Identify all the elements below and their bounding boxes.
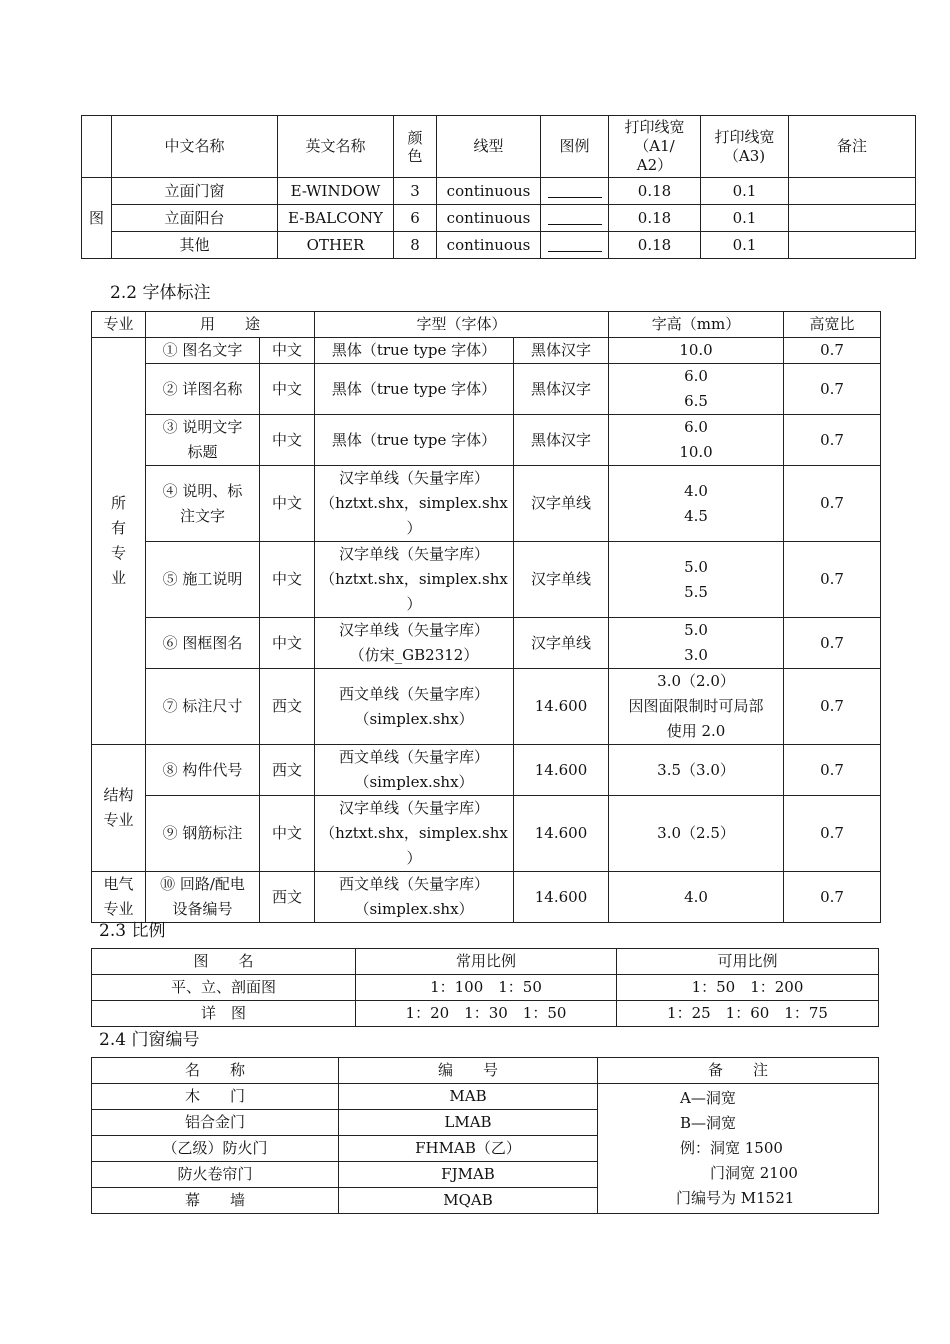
- cell-drawing-name: 详 图: [92, 1001, 356, 1027]
- cell-font: 黑体（true type 字体）: [315, 415, 514, 466]
- cell-name: 防火卷帘门: [92, 1162, 339, 1188]
- cell-lang: 中文: [260, 415, 315, 466]
- table-row: [82, 178, 916, 205]
- cell-linetype: continuous: [437, 232, 541, 259]
- cell-note: [789, 205, 916, 232]
- cell-font: 汉字单线（矢量字库） （hztxt.shx，simplex.shx ）: [315, 466, 514, 542]
- cell-ratio: 0.7: [784, 415, 881, 466]
- table-row: [92, 364, 881, 415]
- section-title-door: 2.4 门窗编号: [99, 1030, 200, 1050]
- cell-height: 6.0 10.0: [609, 415, 784, 466]
- cell-color: 8: [394, 232, 437, 259]
- cell-use: ⑤ 施工说明: [146, 542, 260, 618]
- cell-font2: 黑体汉字: [514, 415, 609, 466]
- table-row: [92, 796, 881, 872]
- cell-font2: 14.600: [514, 745, 609, 796]
- cell-height: 5.0 3.0: [609, 618, 784, 669]
- cell-lang: 西文: [260, 669, 315, 745]
- cell-ratio: 0.7: [784, 618, 881, 669]
- cell-note: [789, 232, 916, 259]
- cell-font2: 14.600: [514, 669, 609, 745]
- header-note: 备注: [789, 116, 916, 178]
- cell-font2: 汉字单线: [514, 618, 609, 669]
- header-code: 编 号: [339, 1058, 598, 1084]
- cell-available-scale: 1：25 1：60 1：75: [617, 1001, 879, 1027]
- header-use: 用 途: [146, 312, 315, 338]
- cell-font2: 汉字单线: [514, 542, 609, 618]
- cell-code: FJMAB: [339, 1162, 598, 1188]
- cell-code: MAB: [339, 1084, 598, 1110]
- cell-common-scale: 1：20 1：30 1：50: [356, 1001, 617, 1027]
- cell-lang: 中文: [260, 466, 315, 542]
- cell-use: ④ 说明、标 注文字: [146, 466, 260, 542]
- cell-font: 汉字单线（矢量字库） （仿宋_GB2312）: [315, 618, 514, 669]
- cell-name: 铝合金门: [92, 1110, 339, 1136]
- cell-height: 3.0（2.5）: [609, 796, 784, 872]
- cell-font: 西文单线（矢量字库） （simplex.shx）: [315, 669, 514, 745]
- table-row: [92, 975, 879, 1001]
- note-line: 门编号为 M1521: [676, 1189, 795, 1207]
- cell-available-scale: 1：50 1：200: [617, 975, 879, 1001]
- cell-font2: 14.600: [514, 796, 609, 872]
- cell-use: ⑧ 构件代号: [146, 745, 260, 796]
- cell-w1: 0.18: [609, 205, 701, 232]
- cell-w1: 0.18: [609, 232, 701, 259]
- table-row: [92, 542, 881, 618]
- table-row: [92, 1084, 879, 1110]
- table-row: [92, 618, 881, 669]
- cell-ratio: 0.7: [784, 542, 881, 618]
- cell-font: 汉字单线（矢量字库） （hztxt.shx，simplex.shx ）: [315, 796, 514, 872]
- major-label-structure: 结构 专业: [92, 745, 146, 872]
- cell-en: OTHER: [278, 232, 394, 259]
- cell-use: ⑦ 标注尺寸: [146, 669, 260, 745]
- corner-cell: [82, 116, 112, 178]
- table-row: [82, 205, 916, 232]
- note-line: 例：洞宽 1500: [680, 1139, 783, 1157]
- cell-font2: 黑体汉字: [514, 364, 609, 415]
- cell-name: 幕 墙: [92, 1188, 339, 1214]
- cell-height: 3.0（2.0） 因图面限制时可局部 使用 2.0: [609, 669, 784, 745]
- cell-ratio: 0.7: [784, 796, 881, 872]
- cell-linetype: continuous: [437, 178, 541, 205]
- cell-height: 3.5（3.0）: [609, 745, 784, 796]
- cell-lang: 中文: [260, 364, 315, 415]
- header-font: 字型（字体）: [315, 312, 609, 338]
- cell-code: LMAB: [339, 1110, 598, 1136]
- cell-font2: 汉字单线: [514, 466, 609, 542]
- header-linetype: 线型: [437, 116, 541, 178]
- cell-height: 6.0 6.5: [609, 364, 784, 415]
- cell-lang: 中文: [260, 618, 315, 669]
- legend-line-icon: [541, 178, 609, 205]
- cell-font: 西文单线（矢量字库） （simplex.shx）: [315, 745, 514, 796]
- cell-ratio: 0.7: [784, 364, 881, 415]
- cell-w3: 0.1: [701, 232, 789, 259]
- header-cn-name: 中文名称: [112, 116, 278, 178]
- cell-use: ⑩ 回路/配电 设备编号: [146, 872, 260, 923]
- cell-ratio: 0.7: [784, 745, 881, 796]
- legend-line-icon: [541, 232, 609, 259]
- cell-cn: 其他: [112, 232, 278, 259]
- cell-w1: 0.18: [609, 178, 701, 205]
- header-height: 字高（mm）: [609, 312, 784, 338]
- cell-w3: 0.1: [701, 205, 789, 232]
- cell-code: MQAB: [339, 1188, 598, 1214]
- header-print-width-a1: 打印线宽 （A1/ A2）: [609, 116, 701, 178]
- header-legend: 图例: [541, 116, 609, 178]
- cell-use: ③ 说明文字 标题: [146, 415, 260, 466]
- cell-name: 木 门: [92, 1084, 339, 1110]
- group-label: 图: [82, 178, 112, 259]
- scale-table-header: [92, 949, 879, 975]
- cell-font: 黑体（true type 字体）: [315, 364, 514, 415]
- header-name: 名 称: [92, 1058, 339, 1084]
- cell-font: 黑体（true type 字体）: [315, 338, 514, 364]
- header-major: 专业: [92, 312, 146, 338]
- table-row: [92, 466, 881, 542]
- section-title-font: 2.2 字体标注: [110, 283, 211, 303]
- note-line: 门洞宽 2100: [680, 1164, 798, 1182]
- door-table: [91, 1057, 879, 1214]
- cell-ratio: 0.7: [784, 338, 881, 364]
- cell-ratio: 0.7: [784, 466, 881, 542]
- cell-use: ⑥ 图框图名: [146, 618, 260, 669]
- table-row: [92, 415, 881, 466]
- door-note: [598, 1084, 879, 1214]
- cell-note: [789, 178, 916, 205]
- cell-en: E-WINDOW: [278, 178, 394, 205]
- cell-font: 西文单线（矢量字库） （simplex.shx）: [315, 872, 514, 923]
- cell-name: （乙级）防火门: [92, 1136, 339, 1162]
- cell-ratio: 0.7: [784, 872, 881, 923]
- table-row: [92, 669, 881, 745]
- header-remark: 备 注: [598, 1058, 879, 1084]
- scale-table: [91, 948, 879, 1027]
- header-ratio: 高宽比: [784, 312, 881, 338]
- cell-drawing-name: 平、立、剖面图: [92, 975, 356, 1001]
- cell-use: ⑨ 钢筋标注: [146, 796, 260, 872]
- cell-w3: 0.1: [701, 178, 789, 205]
- header-available-scale: 可用比例: [617, 949, 879, 975]
- legend-line-icon: [541, 205, 609, 232]
- cell-cn: 立面门窗: [112, 178, 278, 205]
- cell-font2: 黑体汉字: [514, 338, 609, 364]
- cell-color: 3: [394, 178, 437, 205]
- cell-height: 4.0: [609, 872, 784, 923]
- cell-height: 10.0: [609, 338, 784, 364]
- cell-cn: 立面阳台: [112, 205, 278, 232]
- major-label-all: 所 有 专 业: [92, 338, 146, 745]
- layer-table: [81, 115, 916, 259]
- cell-use: ① 图名文字: [146, 338, 260, 364]
- header-common-scale: 常用比例: [356, 949, 617, 975]
- table-row: [92, 872, 881, 923]
- cell-height: 5.0 5.5: [609, 542, 784, 618]
- cell-lang: 中文: [260, 542, 315, 618]
- cell-linetype: continuous: [437, 205, 541, 232]
- table-row: [92, 745, 881, 796]
- cell-font: 汉字单线（矢量字库） （hztxt.shx，simplex.shx ）: [315, 542, 514, 618]
- table-row: [92, 1001, 879, 1027]
- cell-ratio: 0.7: [784, 669, 881, 745]
- note-line: B—洞宽: [680, 1114, 737, 1132]
- font-table: [91, 311, 881, 923]
- cell-lang: 中文: [260, 338, 315, 364]
- cell-use: ② 详图名称: [146, 364, 260, 415]
- cell-common-scale: 1：100 1：50: [356, 975, 617, 1001]
- header-en-name: 英文名称: [278, 116, 394, 178]
- cell-en: E-BALCONY: [278, 205, 394, 232]
- cell-code: FHMAB（乙）: [339, 1136, 598, 1162]
- font-table-header: [92, 312, 881, 338]
- header-drawing-name: 图 名: [92, 949, 356, 975]
- table-row: [82, 232, 916, 259]
- table-row: [92, 338, 881, 364]
- layer-table-header: [82, 116, 916, 178]
- cell-lang: 西文: [260, 872, 315, 923]
- cell-lang: 中文: [260, 796, 315, 872]
- header-print-width-a3: 打印线宽 （A3): [701, 116, 789, 178]
- major-label-electrical: 电气 专业: [92, 872, 146, 923]
- cell-font2: 14.600: [514, 872, 609, 923]
- note-line: A—洞宽: [680, 1089, 736, 1107]
- section-title-scale: 2.3 比例: [99, 921, 166, 941]
- cell-color: 6: [394, 205, 437, 232]
- cell-lang: 西文: [260, 745, 315, 796]
- header-color: 颜 色: [394, 116, 437, 178]
- door-table-header: [92, 1058, 879, 1084]
- cell-height: 4.0 4.5: [609, 466, 784, 542]
